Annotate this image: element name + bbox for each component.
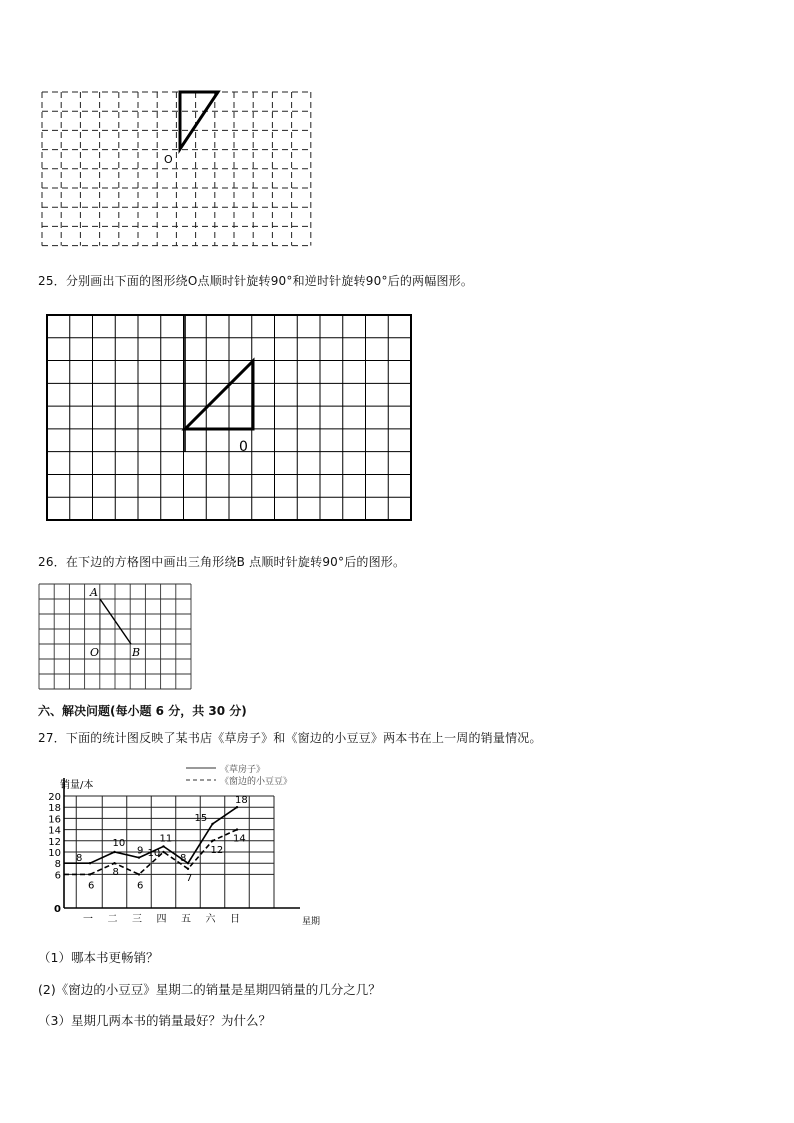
point-a-label: A [90,586,98,599]
legend-label: 《窗边的小豆豆》 [220,777,293,787]
x-tick-label: 四 [156,914,167,925]
y-tick-label: 20 [48,792,61,803]
point-o-label-26: O [90,646,100,659]
sub-question-3: （3）星期几两本书的销量最好？为什么？ [38,1013,271,1028]
data-label: 7 [186,872,193,884]
x-tick-label: 五 [181,914,191,925]
data-label: 11 [159,833,173,845]
data-point [138,873,140,875]
data-label: 8 [180,853,187,865]
point-b-label: B [132,646,141,659]
data-label: 6 [88,880,95,892]
rotation-figure-26 [38,582,194,692]
data-label: 10 [147,848,161,859]
data-point [113,851,115,853]
grid-26 [39,584,191,689]
data-label: 8 [76,853,83,865]
y-tick-label: 12 [48,836,61,848]
data-point [211,823,213,825]
sub-question-2: (2)《窗边的小豆豆》星期二的销量是星期四销量的几分之几？ [38,982,381,997]
y-tick-label: 14 [48,825,61,837]
data-label: 12 [210,844,224,856]
sales-line-chart [38,760,338,932]
y-tick-label: 8 [54,859,61,871]
triangle-25 [185,361,253,429]
y-tick-label: 10 [48,848,61,859]
data-point [89,873,91,875]
data-point [187,862,189,864]
data-point [138,856,140,858]
data-point [89,862,91,864]
x-tick-label: 三 [132,914,142,925]
point-o-label: O [164,153,173,166]
data-label: 18 [235,795,248,807]
data-label: 14 [233,833,246,845]
data-point [236,828,238,830]
y-tick-label: 16 [48,814,61,826]
data-label: 10 [112,838,126,849]
legend-label: 《草房子》 [220,765,266,775]
data-label: 8 [112,867,119,879]
chart-legend [186,763,292,787]
data-label: 6 [137,880,144,892]
chart-axes [64,778,300,908]
grid-25 [47,315,411,520]
sub-question-1: （1）哪本书更畅销？ [38,950,159,965]
point-o-label-25: 0 [239,439,248,455]
dashed-grid [42,92,311,246]
triangle-24 [180,92,218,149]
question-26: 26．在下边的方格图中画出三角形绕B 点顺时针旋转90°后的图形。 [38,555,406,569]
question-25: 25．分别画出下面的图形绕O点顺时针旋转90°和逆时针旋转90°后的两幅图形。 [38,274,474,288]
y-tick-label: 0 [54,904,61,915]
y-tick-label: 6 [54,870,61,882]
data-point [187,868,189,870]
x-tick-label: 日 [230,914,240,925]
section-heading: 六、解决问题(每小题 6 分，共 30 分) [38,704,247,718]
data-point [211,840,213,842]
data-point [162,845,164,847]
x-tick-label: 一 [83,914,93,925]
rotation-figure-25 [45,313,415,523]
data-point [113,862,115,864]
data-label: 15 [194,813,208,824]
data-point [236,806,238,808]
data-point [162,851,164,853]
y-tick-label: 18 [48,803,61,815]
rotation-figure-24 [38,88,318,250]
data-label: 9 [137,845,144,857]
x-axis-title: 星期 [302,917,321,927]
x-tick-label: 六 [205,914,216,925]
x-tick-label: 二 [107,914,118,925]
question-27: 27．下面的统计图反映了某书店《草房子》和《窗边的小豆豆》两本书在上一周的销量情况。 [38,731,542,745]
y-axis-title: 销量/本 [60,780,94,791]
chart-grid [64,796,274,908]
